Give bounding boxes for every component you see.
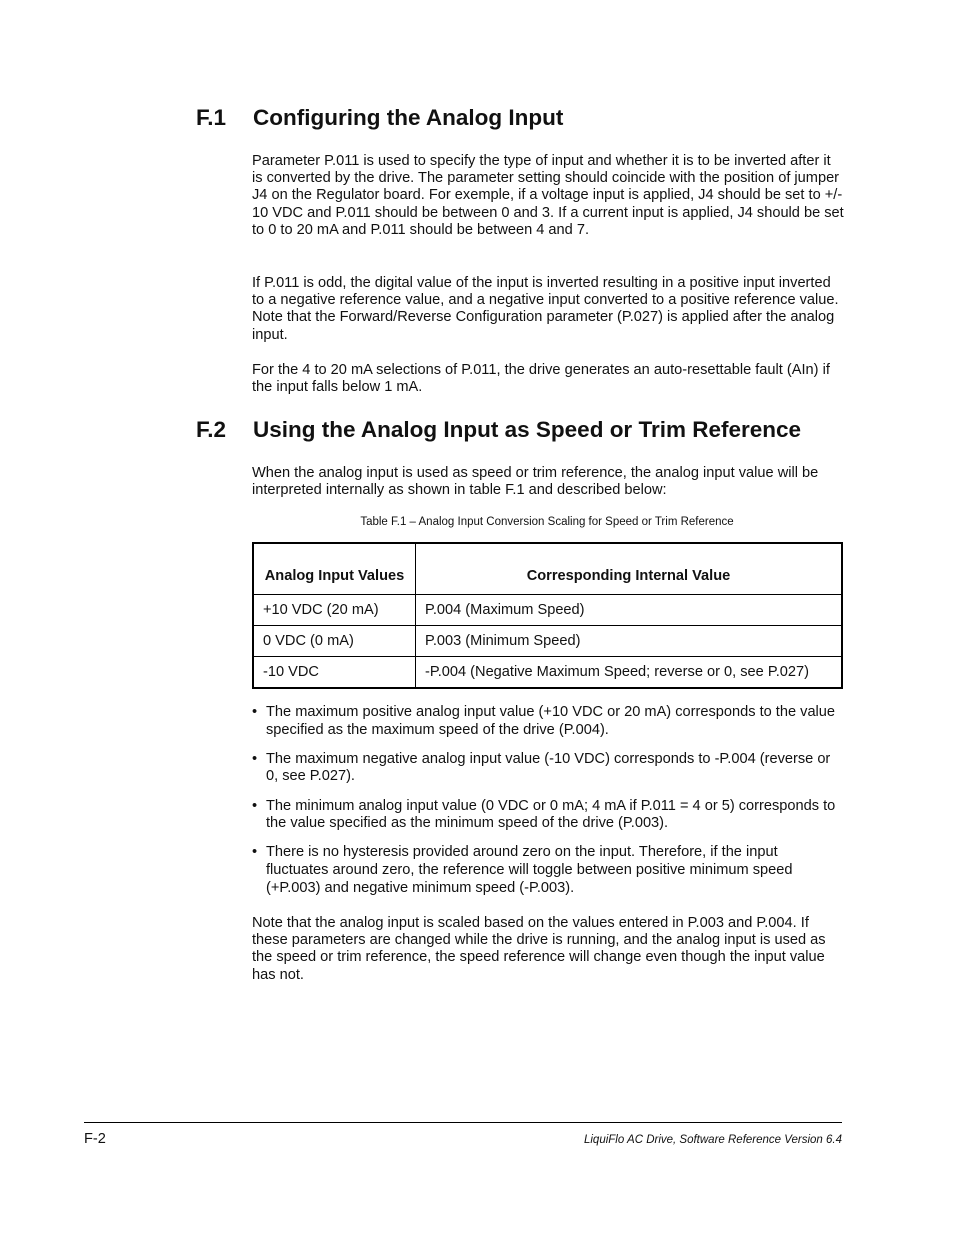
paragraph: Parameter P.011 is used to specify the type of input and whether it is to be inverted after it is converted by the drive. The parameter setting should coincide with the position of jumper J4 on the Regulator board. For exemple, if a voltage input is applied, J4 should be set to +/- 10 VDC and P.011 should be between 0 and 3. If a current input is applied, J4 should be set to 0 to 20 mA and P.011 should be between 4 and 7.: [252, 153, 844, 238]
section-title: Using the Analog Input as Speed or Trim Reference: [253, 417, 802, 442]
list-item: [252, 844, 844, 897]
bullet-icon: •: [252, 750, 258, 767]
table-cell: 0 VDC (0 mA): [253, 626, 416, 657]
table-cell: -P.004 (Negative Maximum Speed; reverse or 0, see P.027): [416, 657, 843, 689]
section-number: F.2: [196, 417, 227, 442]
list-item: [252, 704, 844, 739]
bullet-list: [252, 704, 844, 909]
section-number: F.1: [196, 105, 227, 130]
paragraph: When the analog input is used as speed or trim reference, the analog input value will be interpreted internally as shown in table F.1 and described below:: [252, 465, 819, 499]
footer-divider: [84, 1122, 842, 1123]
table-cell: P.003 (Minimum Speed): [416, 626, 843, 657]
table-row: [253, 595, 842, 626]
section-title: Configuring the Analog Input: [253, 105, 564, 130]
list-item: [252, 798, 844, 833]
list-item-text: The maximum negative analog input value (-10 VDC) corresponds to -P.004 (reverse or 0, see P.027).: [266, 750, 831, 785]
conversion-table: [252, 542, 843, 689]
bullet-icon: •: [252, 704, 258, 720]
table-header-cell: Analog Input Values: [253, 543, 416, 595]
list-item-text: There is no hysteresis provided around zero on the input. Therefore, if the input fluctuates around zero, the reference will toggle between positive minimum speed (+P.003) and negative minimum speed (-P.003).: [266, 844, 793, 896]
paragraph: For the 4 to 20 mA selections of P.011, the drive generates an auto-resettable fault (AIn) if the input falls below 1 mA.: [252, 362, 830, 396]
list-item-text: The minimum analog input value (0 VDC or 0 mA; 4 mA if P.011 = 4 or 5) corresponds to the value specified as the minimum speed of the drive (P.003).: [266, 797, 836, 832]
bullet-icon: •: [252, 797, 258, 814]
table-row: [253, 657, 842, 689]
bullet-icon: •: [252, 844, 258, 861]
table-cell: P.004 (Maximum Speed): [416, 595, 843, 626]
table-row: [253, 626, 842, 657]
table-header-cell: Corresponding Internal Value: [416, 543, 843, 595]
section-heading-f2: [196, 417, 801, 443]
footer-doc-title: LiquiFlo AC Drive, Software Reference Version 6.4: [583, 1134, 842, 1146]
paragraph: Note that the analog input is scaled based on the values entered in P.003 and P.004. If these parameters are changed while the drive is running, and the analog input is used as the speed or trim reference, the speed reference will change even though the input value has not.: [252, 915, 826, 983]
table-caption: Table F.1 – Analog Input Conversion Scaling for Speed or Trim Reference: [360, 516, 734, 528]
paragraph: If P.011 is odd, the digital value of the input is inverted resulting in a positive input inverted to a negative reference value, and a negative input converted to a positive reference value. Note that the Forward/Reverse Configuration parameter (P.027) is applied after the analog input.: [252, 275, 839, 343]
table-cell: -10 VDC: [253, 657, 416, 689]
page-number: F-2: [84, 1131, 106, 1147]
table-header-row: [253, 543, 842, 595]
list-item-text: The maximum positive analog input value (+10 VDC or 20 mA) corresponds to the value specified as the maximum speed of the drive (P.004).: [266, 704, 836, 738]
list-item: [252, 751, 844, 786]
section-heading-f1: [196, 105, 563, 131]
table-cell: +10 VDC (20 mA): [253, 595, 416, 626]
